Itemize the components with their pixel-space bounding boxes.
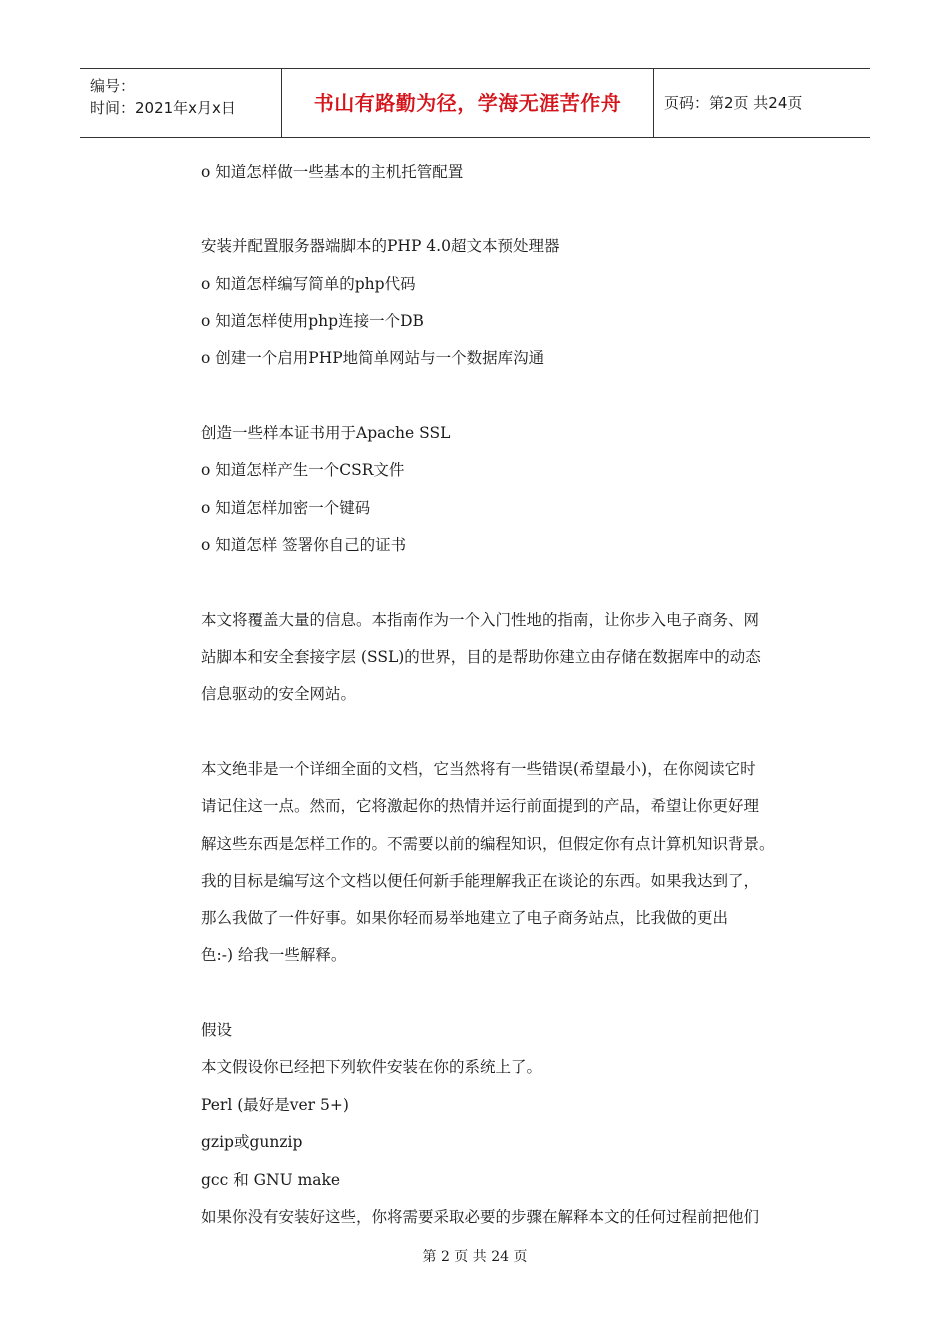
list-line: gzip或gunzip xyxy=(201,1133,303,1151)
paragraph-line: 本文绝非是一个详细全面的文档，它当然将有一些错误(希望最小)，在你阅读它时 xyxy=(201,760,756,778)
header-meta-cell xyxy=(80,69,282,137)
document-number-label: 编号： xyxy=(90,77,136,95)
section-heading: 安装并配置服务器端脚本的PHP 4.0超文本预处理器 xyxy=(201,237,560,255)
section-heading: 创造一些样本证书用于Apache SSL xyxy=(201,424,451,442)
paragraph-line: 解这些东西是怎样工作的。不需要以前的编程知识，但假定你有点计算机知识背景。 xyxy=(201,835,775,853)
paragraph-line: 本文将覆盖大量的信息。本指南作为一个入门性地的指南，让你步入电子商务、网 xyxy=(201,611,760,629)
header-motto: 书山有路勤为径，学海无涯苦作舟 xyxy=(282,69,654,137)
header-page-info: 页码：第2页 共24页 xyxy=(664,94,803,112)
paragraph-line: 请记住这一点。然而，它将激起你的热情并运行前面提到的产品，希望让你更好理 xyxy=(201,797,760,815)
bullet-item: o 知道怎样产生一个CSR文件 xyxy=(201,461,405,479)
bullet-item: o 知道怎样 签署你自己的证书 xyxy=(201,536,407,554)
list-line: Perl (最好是ver 5+) xyxy=(201,1096,349,1114)
section-heading: 假设 xyxy=(201,1021,233,1039)
paragraph-line: 本文假设你已经把下列软件安装在你的系统上了。 xyxy=(201,1058,543,1076)
bullet-item: o 知道怎样加密一个键码 xyxy=(201,499,371,517)
list-line: gcc 和 GNU make xyxy=(201,1171,341,1189)
paragraph-line: 信息驱动的安全网站。 xyxy=(201,685,357,703)
paragraph-line: 如果你没有安装好这些，你将需要采取必要的步骤在解释本文的任何过程前把他们 xyxy=(201,1208,760,1226)
paragraph-line: 色:-) 给我一些解释。 xyxy=(201,946,347,964)
document-date: 时间：2021年x月x日 xyxy=(90,99,236,117)
paragraph-line: 我的目标是编写这个文档以便任何新手能理解我正在谈论的东西。如果我达到了， xyxy=(201,872,760,890)
bullet-item: o 创建一个启用PHP地简单网站与一个数据库沟通 xyxy=(201,349,545,367)
page-header xyxy=(80,68,870,138)
paragraph-line: 那么我做了一件好事。如果你轻而易举地建立了电子商务站点，比我做的更出 xyxy=(201,909,729,927)
paragraph-line: 站脚本和安全套接字层 (SSL)的世界，目的是帮助你建立由存储在数据库中的动态 xyxy=(201,648,761,666)
bullet-item: o 知道怎样编写简单的php代码 xyxy=(201,275,416,293)
page-footer: 第 2 页 共 24 页 xyxy=(422,1249,528,1265)
bullet-item: o 知道怎样做一些基本的主机托管配置 xyxy=(201,163,464,181)
bullet-item: o 知道怎样使用php连接一个DB xyxy=(201,312,424,330)
